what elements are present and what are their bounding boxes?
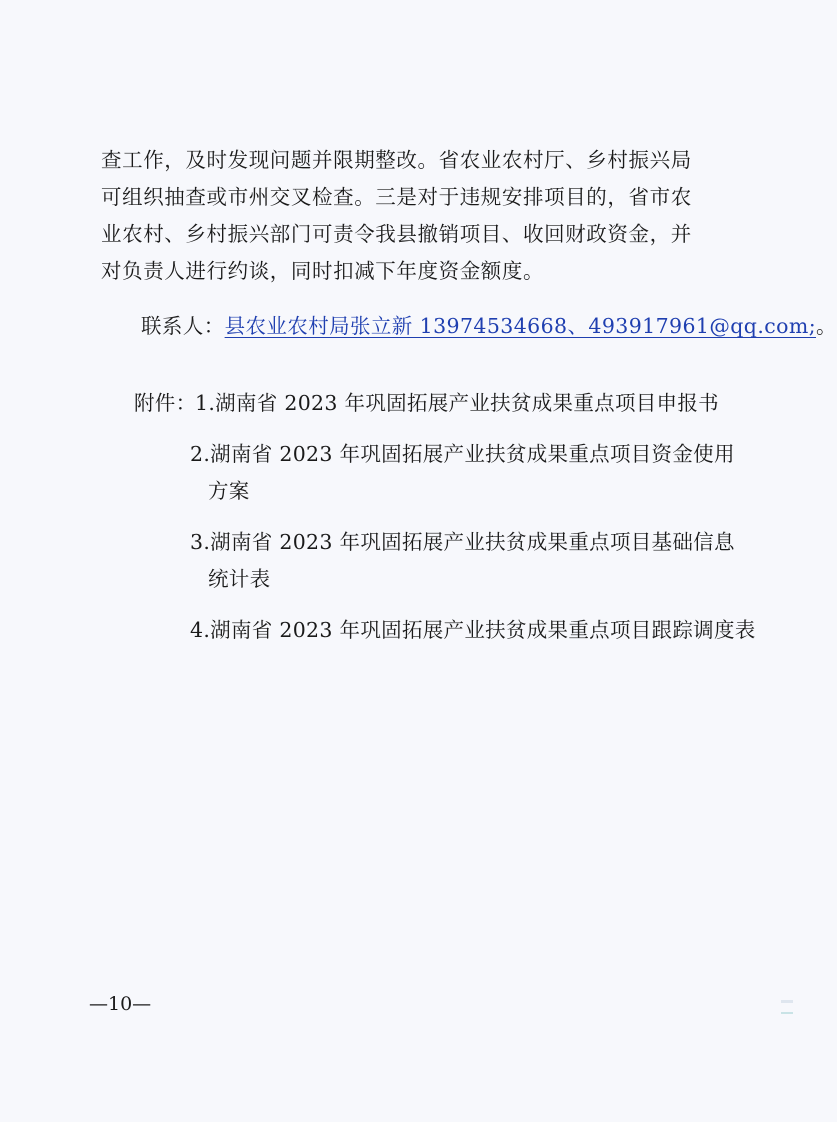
attachment-item-3	[190, 524, 756, 598]
contact-label: 联系人：	[141, 314, 225, 338]
attachment-title-continuation: 方案	[208, 479, 250, 503]
attachment-title: 1.湖南省 2023 年巩固拓展产业扶贫成果重点项目申报书	[195, 391, 719, 415]
attachments-label: 附件：	[134, 391, 197, 415]
scan-edge-mark	[781, 1012, 793, 1014]
body-paragraph	[101, 142, 692, 290]
body-line: 查工作，及时发现问题并限期整改。省农业农村厅、乡村振兴局	[101, 148, 692, 172]
contact-suffix: 。	[816, 314, 837, 338]
attachment-item-2	[190, 436, 756, 510]
attachments-list	[134, 385, 756, 649]
attachment-title: 3.湖南省 2023 年巩固拓展产业扶贫成果重点项目基础信息	[190, 530, 735, 554]
attachment-title-continuation: 统计表	[208, 567, 271, 591]
scan-edge-mark	[781, 1000, 793, 1003]
attachment-title: 2.湖南省 2023 年巩固拓展产业扶贫成果重点项目资金使用	[190, 442, 735, 466]
contact-line	[141, 308, 837, 345]
attachment-item-1	[134, 385, 756, 422]
page-number: —10—	[89, 993, 152, 1015]
attachment-item-4	[190, 612, 756, 649]
attachment-title: 4.湖南省 2023 年巩固拓展产业扶贫成果重点项目跟踪调度表	[190, 618, 756, 642]
body-line: 对负责人进行约谈，同时扣减下年度资金额度。	[101, 259, 545, 283]
body-line: 业农村、乡村振兴部门可责令我县撤销项目、收回财政资金，并	[101, 222, 692, 246]
body-line: 可组织抽查或市州交叉检查。三是对于违规安排项目的，省市农	[101, 185, 692, 209]
contact-link[interactable]: 县农业农村局张立新 13974534668、493917961@qq.com;	[224, 314, 817, 338]
